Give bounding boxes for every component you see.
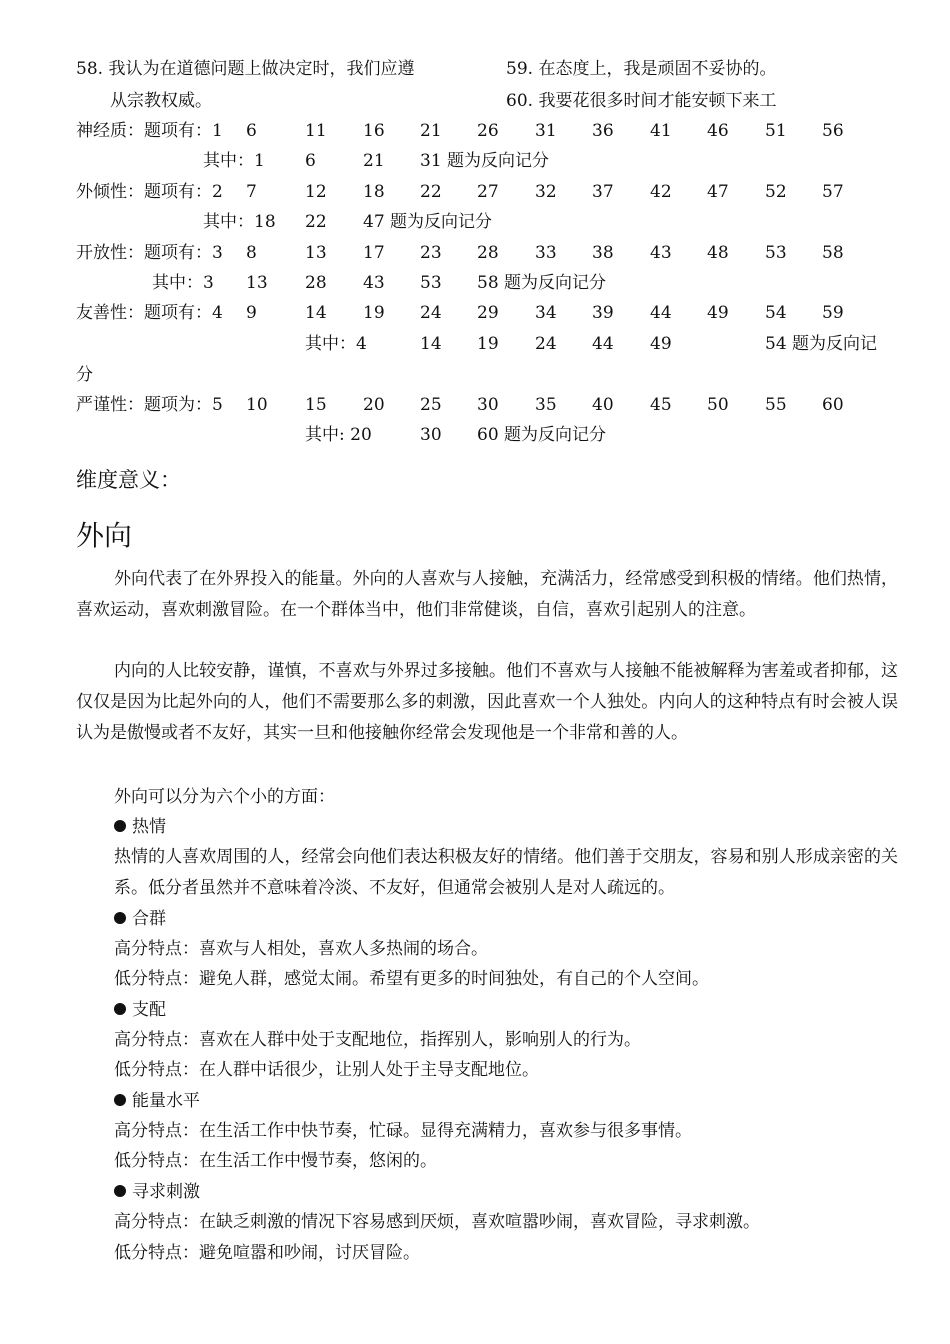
bullet-icon — [114, 1185, 126, 1197]
reverse-item-number: 43 — [363, 273, 385, 293]
item-number: 18 — [363, 182, 385, 202]
reverse-item-number: 6 — [305, 151, 316, 171]
item-number: 35 — [535, 395, 557, 415]
facet-activity-heading — [114, 1090, 200, 1112]
bullet-icon — [114, 912, 126, 924]
item-number: 27 — [477, 182, 499, 202]
neuroticism-label: 神经质：题项有：1 — [76, 121, 223, 141]
reverse-item-number: 28 — [305, 273, 327, 293]
item-number: 32 — [535, 182, 557, 202]
facet-warmth-description: 热情的人喜欢周围的人，经常会向他们表达积极友好的情绪。他们善于交朋友，容易和别人形成亲密的关系。低分者虽然并不意味着冷淡、不友好，但通常会被别人是对人疏远的。 — [114, 847, 898, 898]
item-number: 39 — [592, 303, 614, 323]
item-number: 54 — [765, 303, 787, 323]
item-number: 14 — [305, 303, 327, 323]
agreeableness-reverse-note: 54 题为反向记 — [765, 334, 878, 354]
reverse-item-number: 30 — [420, 425, 442, 445]
item-number: 24 — [420, 303, 442, 323]
item-number: 45 — [650, 395, 672, 415]
item-number: 34 — [535, 303, 557, 323]
item-number: 52 — [765, 182, 787, 202]
item-number: 17 — [363, 243, 385, 263]
item-number: 53 — [765, 243, 787, 263]
facet-excitement-low: 低分特点：避免喧嚣和吵闹，讨厌冒险。 — [114, 1243, 420, 1263]
agreeableness-reverse-label: 其中：4 — [305, 334, 367, 354]
dimension-heading: 维度意义： — [76, 468, 181, 492]
item-number: 46 — [707, 121, 729, 141]
facet-assertiveness-high: 高分特点：喜欢在人群中处于支配地位，指挥别人，影响别人的行为。 — [114, 1030, 641, 1050]
item-number: 49 — [707, 303, 729, 323]
item-number: 9 — [246, 303, 257, 323]
item-number: 44 — [650, 303, 672, 323]
item-number: 11 — [305, 121, 327, 141]
facet-gregariousness-high: 高分特点：喜欢与人相处，喜欢人多热闹的场合。 — [114, 939, 488, 959]
item-number: 23 — [420, 243, 442, 263]
item-number: 57 — [822, 182, 844, 202]
item-number: 28 — [477, 243, 499, 263]
item-number: 55 — [765, 395, 787, 415]
item-number: 15 — [305, 395, 327, 415]
extraversion-reverse-note: 47 题为反向记分 — [363, 212, 493, 232]
item-number: 22 — [420, 182, 442, 202]
bullet-icon — [114, 1003, 126, 1015]
item-number: 42 — [650, 182, 672, 202]
item-number: 30 — [477, 395, 499, 415]
item-number: 6 — [246, 121, 257, 141]
item-number: 19 — [363, 303, 385, 323]
facet-assertiveness-low: 低分特点：在人群中话很少，让别人处于主导支配地位。 — [114, 1060, 539, 1080]
reverse-item-number: 24 — [535, 334, 557, 354]
item-number: 13 — [305, 243, 327, 263]
item-number: 33 — [535, 243, 557, 263]
conscientiousness-label: 严谨性：题项为：5 — [76, 395, 223, 415]
item-number: 25 — [420, 395, 442, 415]
item-number: 58 — [822, 243, 844, 263]
question-59: 59. 在态度上，我是顽固不妥协的。 — [506, 59, 777, 79]
bullet-icon — [114, 1094, 126, 1106]
item-number: 51 — [765, 121, 787, 141]
facet-title: 支配 — [132, 1000, 166, 1020]
item-number: 41 — [650, 121, 672, 141]
item-number: 38 — [592, 243, 614, 263]
conscientiousness-reverse-note: 60 题为反向记分 — [477, 425, 607, 445]
facet-title: 合群 — [132, 909, 166, 929]
facet-activity-low: 低分特点：在生活工作中慢节奏，悠闲的。 — [114, 1151, 437, 1171]
question-60: 60. 我要花很多时间才能安顿下来工 — [506, 91, 777, 111]
openness-reverse-label: 其中：3 — [152, 273, 214, 293]
item-number: 31 — [535, 121, 557, 141]
openness-reverse-note: 58 题为反向记分 — [477, 273, 607, 293]
item-number: 16 — [363, 121, 385, 141]
facet-gregariousness-heading — [114, 908, 166, 930]
item-number: 47 — [707, 182, 729, 202]
item-number: 60 — [822, 395, 844, 415]
extraversion-label: 外倾性：题项有：2 — [76, 182, 223, 202]
item-number: 48 — [707, 243, 729, 263]
item-number: 7 — [246, 182, 257, 202]
item-number: 8 — [246, 243, 257, 263]
facet-excitement-heading — [114, 1181, 200, 1203]
reverse-item-number: 22 — [305, 212, 327, 232]
bullet-icon — [114, 820, 126, 832]
item-number: 40 — [592, 395, 614, 415]
openness-label: 开放性：题项有：3 — [76, 243, 223, 263]
paragraph-extraversion-definition: 外向代表了在外界投入的能量。外向的人喜欢与人接触，充满活力，经常感受到积极的情绪。他们热情，喜欢运动，喜欢刺激冒险。在一个群体当中，他们非常健谈，自信，喜欢引起别人的注意。 — [76, 569, 898, 620]
item-number: 37 — [592, 182, 614, 202]
item-number: 56 — [822, 121, 844, 141]
paragraph-introversion-description: 内向的人比较安静，谨慎，不喜欢与外界过多接触。他们不喜欢与人接触不能被解释为害羞或者抑郁，这仅仅是因为比起外向的人，他们不需要那么多的刺激，因此喜欢一个人独处。内向人的这种特点有时会被人误认为是傲慢或者不友好，其实一旦和他接触你经常会发现他是一个非常和善的人。 — [76, 661, 898, 743]
item-number: 26 — [477, 121, 499, 141]
question-58: 58. 我认为在道德问题上做决定时，我们应遵 — [76, 59, 415, 79]
item-number: 10 — [246, 395, 268, 415]
item-number: 20 — [363, 395, 385, 415]
item-number: 36 — [592, 121, 614, 141]
question-58-continuation: 从宗教权威。 — [110, 91, 212, 111]
conscientiousness-reverse-label: 其中: 20 — [305, 425, 372, 445]
item-number: 12 — [305, 182, 327, 202]
facet-assertiveness-heading — [114, 999, 166, 1021]
section-title: 外向 — [76, 519, 133, 552]
facet-title: 热情 — [132, 817, 166, 837]
agreeableness-label: 友善性：题项有：4 — [76, 303, 223, 323]
facet-title: 能量水平 — [132, 1091, 200, 1111]
neuroticism-reverse-note: 31 题为反向记分 — [420, 151, 550, 171]
facet-gregariousness-low: 低分特点：避免人群，感觉太闹。希望有更多的时间独处，有自己的个人空间。 — [114, 969, 709, 989]
facet-activity-high: 高分特点：在生活工作中快节奏，忙碌。显得充满精力，喜欢参与很多事情。 — [114, 1121, 692, 1141]
reverse-item-number: 19 — [477, 334, 499, 354]
facet-warmth-heading — [114, 816, 166, 838]
reverse-item-number: 49 — [650, 334, 672, 354]
paragraph-facets-intro: 外向可以分为六个小的方面： — [114, 787, 335, 807]
reverse-item-number: 13 — [246, 273, 268, 293]
agreeableness-reverse-note-wrap: 分 — [76, 365, 93, 385]
reverse-item-number: 14 — [420, 334, 442, 354]
facet-title: 寻求刺激 — [132, 1182, 200, 1202]
reverse-item-number: 21 — [363, 151, 385, 171]
item-number: 59 — [822, 303, 844, 323]
item-number: 21 — [420, 121, 442, 141]
item-number: 50 — [707, 395, 729, 415]
reverse-item-number: 53 — [420, 273, 442, 293]
item-number: 43 — [650, 243, 672, 263]
neuroticism-reverse-label: 其中：1 — [203, 151, 265, 171]
facet-excitement-high: 高分特点：在缺乏刺激的情况下容易感到厌烦，喜欢喧嚣吵闹，喜欢冒险，寻求刺激。 — [114, 1212, 760, 1232]
extraversion-reverse-label: 其中：18 — [203, 212, 276, 232]
reverse-item-number: 44 — [592, 334, 614, 354]
item-number: 29 — [477, 303, 499, 323]
